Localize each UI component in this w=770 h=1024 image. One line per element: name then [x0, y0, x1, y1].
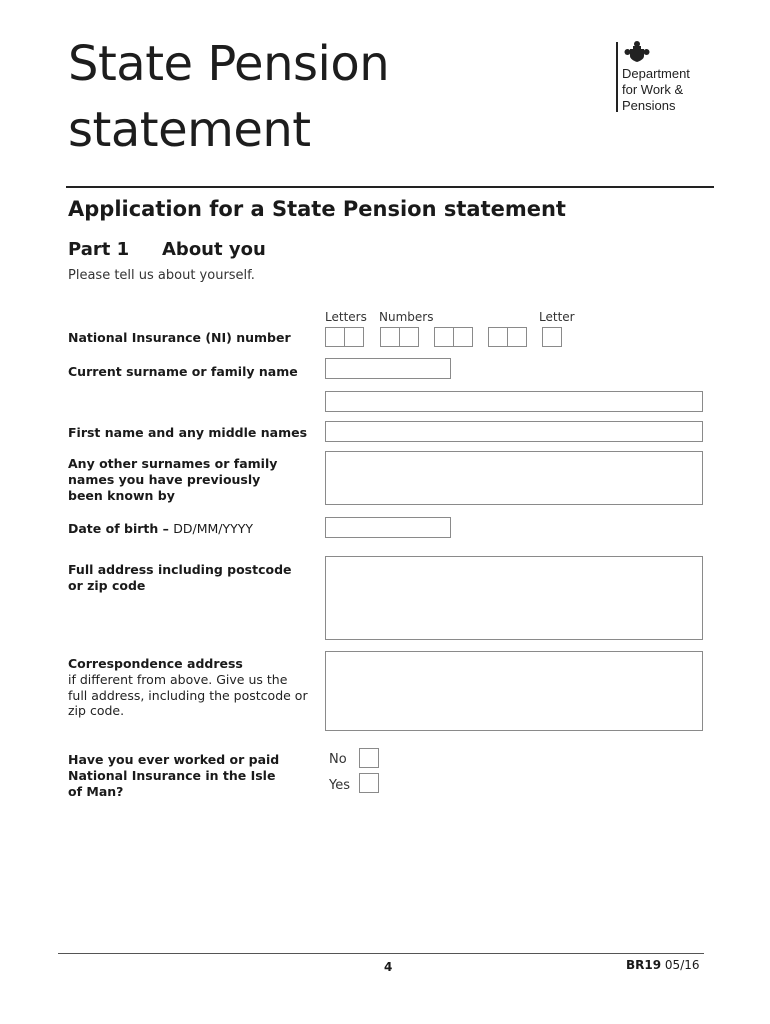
page-title-line-2: statement — [68, 102, 311, 158]
part-title: About you — [162, 239, 266, 260]
ni-col-letters: Letters — [325, 310, 367, 324]
ni-col-numbers: Numbers — [379, 310, 434, 324]
option-no-checkbox[interactable] — [359, 748, 379, 768]
first-names-label: First name and any middle names — [68, 425, 308, 440]
ni-cell[interactable] — [542, 327, 562, 347]
correspondence-label-text: Correspondence address — [68, 656, 243, 671]
logo-text — [622, 66, 690, 114]
ni-letter-input[interactable] — [542, 327, 561, 347]
dob-format-hint: DD/MM/YYYY — [173, 521, 254, 536]
logo-line-2: for Work & — [622, 82, 684, 97]
ni-numbers-input-3[interactable] — [488, 327, 526, 347]
ni-cell[interactable] — [399, 327, 419, 347]
logo-line-3: Pensions — [622, 98, 676, 113]
page-title-line-1: State Pension — [68, 36, 390, 92]
header-rule — [66, 186, 714, 188]
correspondence-input[interactable] — [325, 651, 703, 731]
correspondence-hint: if different from above. Give us the full address, including the postcode or zip code. — [68, 672, 308, 718]
ni-numbers-input-1[interactable] — [380, 327, 418, 347]
section-title: Application for a State Pension statement — [68, 197, 566, 221]
isle-of-man-label: Have you ever worked or paid National Insurance in the Isle of Man? — [68, 752, 280, 799]
form-reference — [626, 958, 700, 972]
ni-cell[interactable] — [453, 327, 473, 347]
form-code: BR19 — [626, 958, 662, 972]
dwp-logo — [612, 40, 712, 120]
other-surnames-input[interactable] — [325, 451, 703, 505]
page-number: 4 — [384, 960, 393, 974]
logo-line-1: Department — [622, 66, 690, 81]
surname-label: Current surname or family name — [68, 364, 298, 379]
other-surnames-label: Any other surnames or family names you have previously been known by — [68, 456, 278, 503]
ni-number-label: National Insurance (NI) number — [68, 330, 291, 345]
part-label: Part 1 — [68, 239, 130, 260]
ni-cell[interactable] — [325, 327, 345, 347]
option-yes-label: Yes — [329, 778, 350, 793]
address-input[interactable] — [325, 556, 703, 640]
surname-input[interactable] — [325, 358, 451, 379]
footer-rule — [58, 953, 704, 954]
form-date: 05/16 — [664, 958, 700, 972]
ni-cell[interactable] — [507, 327, 527, 347]
intro-text: Please tell us about yourself. — [68, 268, 255, 283]
first-names-input[interactable] — [325, 421, 703, 442]
ni-numbers-input-2[interactable] — [434, 327, 472, 347]
ni-cell[interactable] — [434, 327, 454, 347]
logo-divider — [616, 42, 618, 112]
ni-cell[interactable] — [380, 327, 400, 347]
ni-col-letter: Letter — [539, 310, 575, 324]
dob-label — [68, 521, 318, 537]
correspondence-label — [68, 656, 308, 719]
address-label: Full address including postcode or zip code — [68, 562, 292, 593]
ni-letters-input[interactable] — [325, 327, 363, 347]
dob-label-text: Date of birth – — [68, 521, 169, 536]
ni-cell[interactable] — [344, 327, 364, 347]
option-yes-checkbox[interactable] — [359, 773, 379, 793]
surname-input-continued[interactable] — [325, 391, 703, 412]
ni-cell[interactable] — [488, 327, 508, 347]
dob-input[interactable] — [325, 517, 451, 538]
option-no-label: No — [329, 752, 347, 767]
royal-crest-icon — [624, 40, 650, 62]
